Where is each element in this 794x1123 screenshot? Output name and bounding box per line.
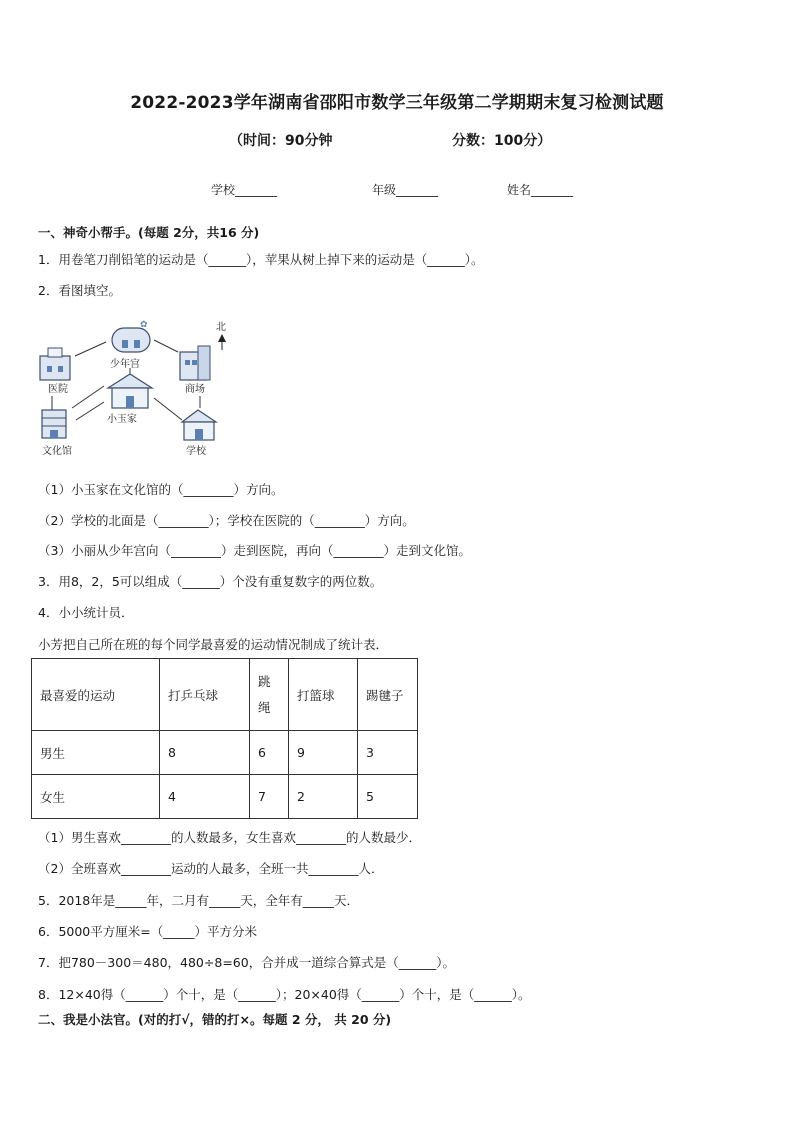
hospital-label: 医院: [48, 384, 68, 395]
home-icon: [108, 374, 152, 408]
question-2-3: （3）小丽从少年宫向（________）走到医院，再向（________）走到文化馆。: [38, 543, 471, 558]
question-6: 6．5000平方厘米=（_____）平方分米: [38, 924, 257, 939]
table-cell: 2: [289, 775, 358, 819]
table-header-cell: 踢毽子: [358, 659, 418, 731]
table-cell: 9: [289, 731, 358, 775]
table-row: [32, 775, 418, 819]
question-2-1: （1）小玉家在文化馆的（________）方向。: [38, 482, 284, 497]
table-header-cell: 打篮球: [289, 659, 358, 731]
home-label: 小玉家: [107, 414, 137, 425]
page-title: 2022-2023学年湖南省邵阳市数学三年级第二学期期末复习检测试题: [130, 93, 664, 113]
school-icon: [182, 410, 216, 440]
sports-stats-table: [31, 658, 418, 819]
table-header-cell-jump-rope: [250, 659, 289, 731]
table-header-cell: 打乒乓球: [160, 659, 250, 731]
question-2-2: （2）学校的北面是（________）；学校在医院的（________）方向。: [38, 513, 415, 528]
section1-heading: 一、神奇小帮手。(每题 2分，共16 分): [38, 225, 260, 240]
school-field[interactable]: 学校_______: [211, 183, 278, 197]
question-4-2: （2）全班喜欢________运动的人最多，全班一共________人．: [38, 861, 384, 876]
exam-time: （时间：90分钟: [229, 133, 333, 149]
table-row: [32, 731, 418, 775]
question-4-1: （1）男生喜欢________的人数最多，女生喜欢________的人数最少．: [38, 830, 421, 845]
table-cell: 8: [160, 731, 250, 775]
question-3: 3．用8，2，5可以组成（______）个没有重复数字的两位数。: [38, 574, 383, 589]
question-4: 4．小小统计员．: [38, 605, 134, 620]
table-cell: 5: [358, 775, 418, 819]
north-label: 北: [216, 322, 226, 333]
direction-map: [30, 318, 250, 468]
question-7: 7．把780－300＝480，480÷8=60，合并成一道综合算式是（______）。: [38, 955, 455, 970]
youth-palace-label: 少年宫: [110, 359, 140, 370]
table-header-char: 绳: [258, 699, 271, 715]
table-header-cell: 最喜爱的运动: [32, 659, 160, 731]
culture-hall-icon: [42, 410, 66, 438]
exam-score: 分数：100分）: [452, 133, 552, 149]
question-5: 5．2018年是_____年，二月有_____天，全年有_____天．: [38, 893, 360, 908]
table-header-char: 跳: [258, 673, 271, 689]
culture-hall-label: 文化馆: [42, 446, 72, 457]
question-4-description: 小芳把自己所在班的每个同学最喜爱的运动情况制成了统计表．: [38, 637, 389, 652]
table-cell: 3: [358, 731, 418, 775]
question-2: 2．看图填空。: [38, 283, 121, 298]
table-cell: 6: [250, 731, 289, 775]
section2-heading: 二、我是小法官。(对的打√，错的打×。每题 2 分， 共 20 分): [38, 1012, 392, 1027]
school-label: 学校: [186, 446, 206, 457]
table-cell: 女生: [32, 775, 160, 819]
north-arrow-icon: [218, 334, 226, 350]
svg-text:✿: ✿: [140, 320, 148, 330]
question-8: 8．12×40得（______）个十，是（______）；20×40得（______）个十，是（______）。: [38, 987, 531, 1002]
table-cell: 4: [160, 775, 250, 819]
table-cell: 7: [250, 775, 289, 819]
map-svg: [30, 318, 250, 468]
youth-palace-icon: [112, 320, 150, 352]
hospital-icon: [40, 348, 70, 380]
table-header-row: [32, 659, 418, 731]
name-field[interactable]: 姓名_______: [507, 183, 574, 197]
question-1: 1．用卷笔刀削铅笔的运动是（______），苹果从树上掉下来的运动是（______）。: [38, 252, 484, 267]
mall-icon: [180, 346, 210, 380]
table-cell: 男生: [32, 731, 160, 775]
mall-label: 商场: [185, 384, 205, 395]
grade-field[interactable]: 年级_______: [372, 183, 439, 197]
